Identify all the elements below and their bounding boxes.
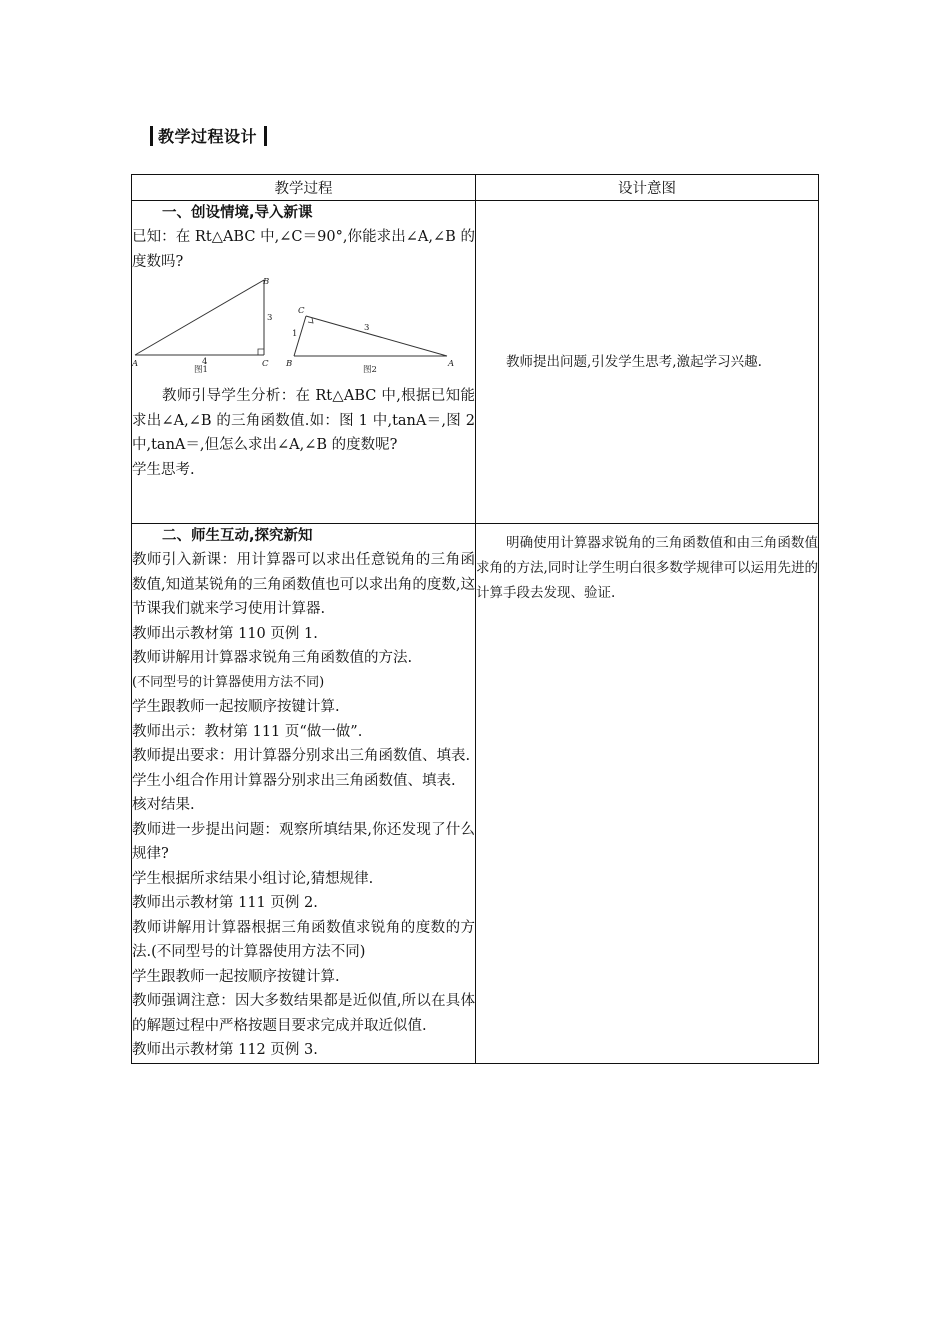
section1-think: 学生思考.	[132, 461, 195, 478]
section2-line: 学生跟教师一起按顺序按键计算.	[132, 699, 340, 715]
section2-line: 教师讲解用计算器求锐角三角函数值的方法.	[132, 650, 413, 666]
section2-line: 教师引入新课：用计算器可以求出任意锐角的三角函数值,知道某锐角的三角函数值也可以求出角的度数,这节课我们就来学习使用计算器.	[132, 552, 475, 617]
section2-line: 教师讲解用计算器根据三角函数值求锐角的度数的方法.(不同型号的计算器使用方法不同)	[132, 919, 475, 960]
teaching-process-table	[131, 174, 819, 1064]
section-heading	[150, 124, 267, 147]
section2-intent: 明确使用计算器求锐角的三角函数值和由三角函数值求角的方法,同时让学生明白很多数学规律可以运用先进的计算手段去发现、验证.	[476, 535, 818, 601]
section2-line: 教师强调注意：因大多数结果都是近似值,所以在具体的解题过程中严格按题目要求完成并取近似值.	[132, 993, 475, 1034]
heading-bar-left	[150, 126, 153, 146]
section1-process-cell	[132, 201, 476, 524]
table-header-row	[132, 175, 819, 201]
figure2-triangle	[285, 306, 454, 375]
section2-line: 核对结果.	[132, 797, 195, 813]
section2-line: 学生根据所求结果小组讨论,猜想规律.	[132, 870, 374, 887]
section2-line: 教师出示教材第 110 页例 1.	[132, 625, 318, 642]
fig1-side-ac: 4	[202, 357, 208, 367]
section1-question: 已知：在 Rt△ABC 中,∠C＝90°,你能求出∠A,∠B 的度数吗?	[132, 229, 475, 270]
section2-line: 教师提出要求：用计算器分别求出三角函数值、填表.	[132, 748, 471, 764]
fig2-label-b: B	[286, 359, 293, 369]
fig1-label-a: A	[132, 359, 139, 369]
figure1-triangle	[132, 277, 272, 375]
table-row	[132, 524, 819, 1064]
fig1-side-bc: 3	[267, 313, 273, 323]
header-intent: 设计意图	[476, 175, 819, 201]
section2-intent-cell	[476, 524, 819, 1064]
fig2-side-bc: 1	[292, 329, 298, 339]
section2-line: 教师出示教材第 112 页例 3.	[132, 1042, 318, 1058]
fig2-caption: 图2	[363, 365, 377, 375]
fig1-caption: 图1	[194, 365, 208, 375]
section1-intent: 教师提出问题,引发学生思考,激起学习兴趣.	[506, 353, 762, 370]
fig2-label-c: C	[298, 306, 305, 316]
section1-guide: 教师引导学生分析：在 Rt△ABC 中,根据已知能求出∠A,∠B 的三角函数值.如：图 1 中,tanA＝,图 2 中,tanA＝,但怎么求出∠A,∠B 的度数呢?	[132, 388, 475, 453]
heading-text: 教学过程设计	[158, 127, 258, 146]
section2-line: 学生跟教师一起按顺序按键计算.	[132, 968, 340, 985]
section2-process-cell	[132, 524, 476, 1064]
heading-bar-right	[264, 126, 267, 146]
table-row	[132, 201, 819, 524]
fig1-label-b: B	[263, 277, 270, 287]
fig1-label-c: C	[262, 359, 269, 369]
section1-title: 一、创设情境,导入新课	[162, 205, 313, 221]
fig2-label-a: A	[448, 359, 455, 369]
triangle-figures	[132, 276, 457, 376]
fig2-side-ac: 3	[364, 323, 370, 333]
section2-title: 二、师生互动,探究新知	[162, 528, 313, 544]
section2-line: 教师出示：教材第 111 页“做一做”.	[132, 723, 363, 740]
section2-line: 教师进一步提出问题：观察所填结果,你还发现了什么规律?	[132, 821, 475, 862]
section2-line: 学生小组合作用计算器分别求出三角函数值、填表.	[132, 772, 456, 789]
section2-line: (不同型号的计算器使用方法不同)	[132, 674, 325, 690]
section2-line: 教师出示教材第 111 页例 2.	[132, 895, 318, 911]
section1-intent-cell	[476, 201, 819, 524]
header-process: 教学过程	[132, 175, 476, 201]
